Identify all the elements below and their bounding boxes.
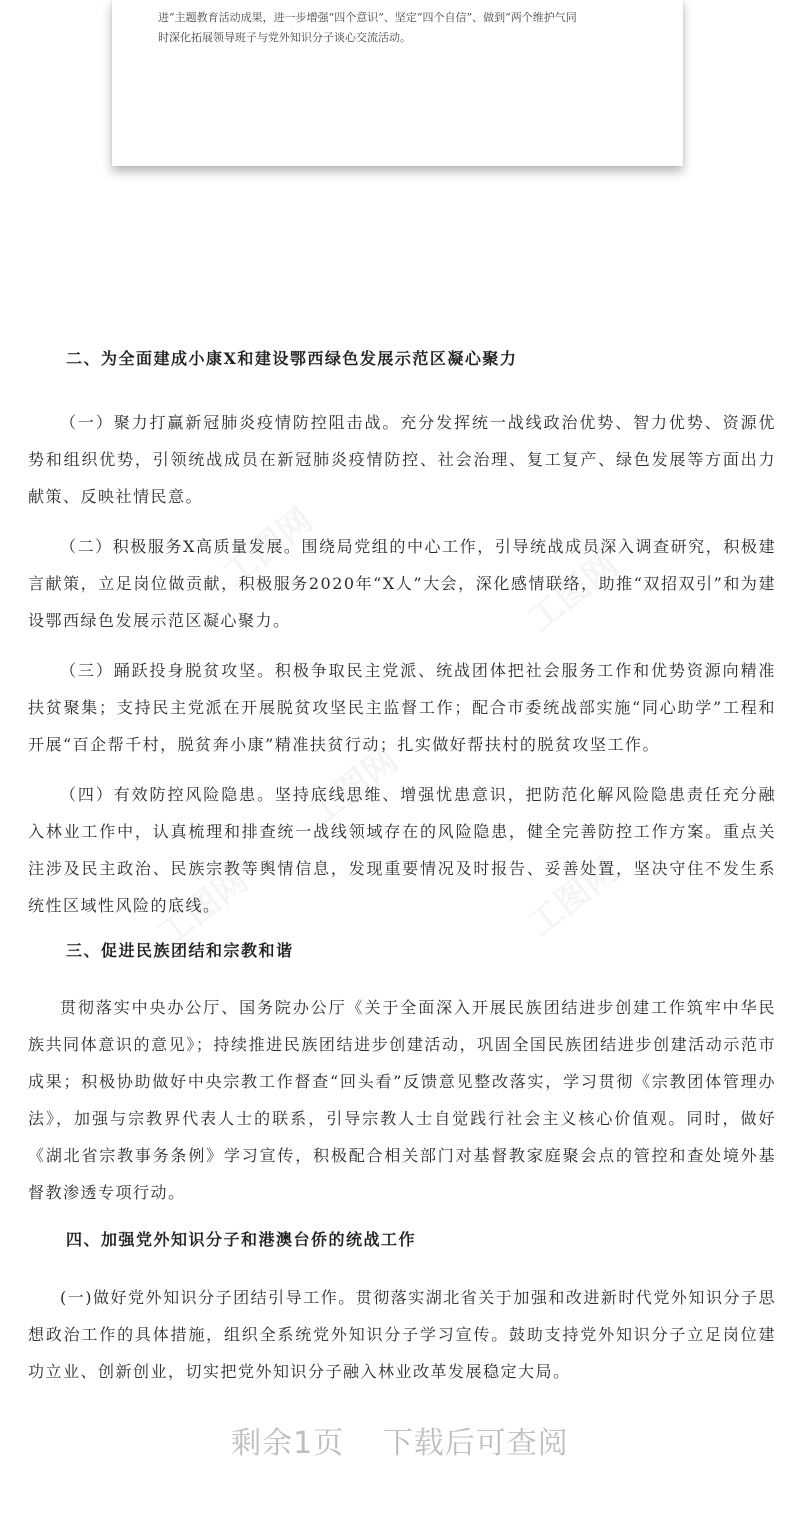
section-heading: 三、促进民族团结和宗教和谐 [66, 941, 294, 960]
previous-page-line: 时深化拓展领导班子与党外知识分子谈心交流活动。 [158, 31, 411, 44]
paragraph: （一）聚力打赢新冠肺炎疫情防控阻击战。充分发挥统一战线政治优势、智力优势、资源优势和组织优势，引领统战成员在新冠肺炎疫情防控、社会治理、复工复产、绿色发展等方面出力献策、反映社情民意。 [28, 413, 776, 506]
section-heading: 四、加强党外知识分子和港澳台侨的统战工作 [66, 1230, 417, 1249]
paragraph: (一)做好党外知识分子团结引导工作。贯彻落实湖北省关于加强和改进新时代党外知识分子思想政治工作的具体措施，组织全系统党外知识分子学习宣传。鼓助支持党外知识分子立足岗位建功立业、创新创业，切实把党外知识分子融入林业改革发展稳定大局。 [28, 1288, 776, 1381]
paragraph: （四）有效防控风险隐患。坚持底线思维、增强忧患意识，把防范化解风险隐患责任充分融入林业工作中，认真梳理和排查统一战线领域存在的风险隐患，健全完善防控工作方案。重点关注涉及民主政治、民族宗教等舆情信息，发现重要情况及时报告、妥善处置，坚决守住不发生系统性区域性风险的底线。 [28, 785, 776, 915]
section-heading: 二、为全面建成小康X和建设鄂西绿色发展示范区凝心聚力 [66, 349, 518, 368]
previous-page-preview [112, 0, 683, 166]
remaining-pages-label: 剩余1页 [231, 1426, 345, 1461]
document-body [28, 346, 776, 1390]
download-prompt[interactable] [0, 1418, 800, 1462]
paragraph: 贯彻落实中央办公厅、国务院办公厅《关于全面深入开展民族团结进步创建工作筑牢中华民族共同体意识的意见》；持续推进民族团结进步创建活动，巩固全国民族团结进步创建活动示范市成果；积极协助做好中央宗教工作督查“回头看”反馈意见整改落实，学习贯彻《宗教团体管理办法》，加强与宗教界代表人士的联系，引导宗教人士自觉践行社会主义核心价值观。同时，做好《湖北省宗教事务条例》学习宣传，积极配合相关部门对基督教家庭聚会点的管控和查处境外基督教渗透专项行动。 [28, 998, 776, 1202]
download-to-view-label[interactable]: 下载后可查阅 [382, 1426, 569, 1461]
previous-page-line: 进”主题教育活动成果，进一步增强“四个意识”、坚定“四个自信”、做到“两个维护气同 [158, 11, 577, 24]
paragraph: （三）踊跃投身脱贫攻坚。积极争取民主党派、统战团体把社会服务工作和优势资源向精准扶贫聚集；支持民主党派在开展脱贫攻坚民主监督工作；配合市委统战部实施“同心助学”工程和开展“百企帮千村，脱贫奔小康”精准扶贫行动；扎实做好帮扶村的脱贫攻坚工作。 [28, 661, 776, 754]
paragraph: （二）积极服务X高质量发展。围绕局党组的中心工作，引导统战成员深入调查研究，积极建言献策，立足岗位做贡献，积极服务2020年“X人”大会，深化感情联络，助推“双招双引”和为建设鄂西绿色发展示范区凝心聚力。 [28, 537, 776, 630]
